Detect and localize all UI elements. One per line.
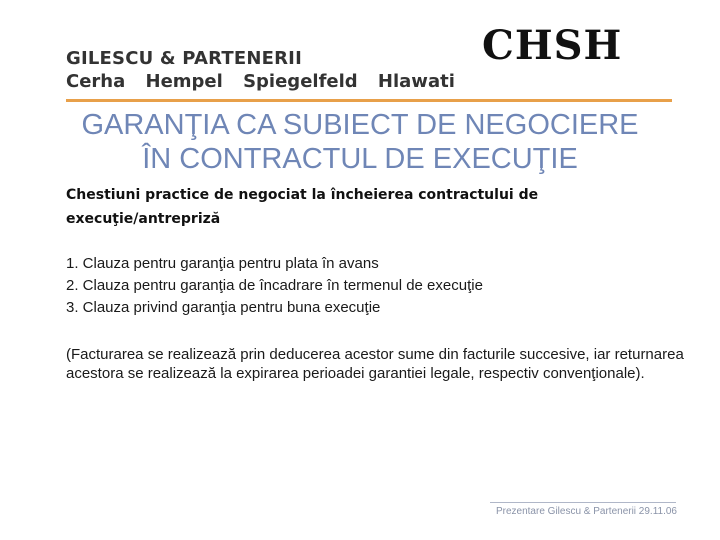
list-item: 1. Clauza pentru garanţia pentru plata în avans bbox=[66, 255, 379, 272]
slide-title-line-1: GARANŢIA CA SUBIECT DE NEGOCIERE bbox=[81, 109, 639, 141]
slide-title bbox=[50, 108, 670, 176]
clause-list bbox=[66, 253, 686, 319]
list-item: 3. Clauza privind garanţia pentru buna execuţie bbox=[66, 299, 381, 316]
list-item: 2. Clauza pentru garanţia de încadrare în termenul de execuţie bbox=[66, 277, 483, 294]
chsh-logo: CHSH bbox=[482, 22, 623, 69]
slide-title-line-2: ÎN CONTRACTUL DE EXECUŢIE bbox=[142, 143, 578, 175]
footer-text: Prezentare Gilescu & Partenerii 29.11.06 bbox=[495, 506, 677, 517]
footer-divider bbox=[490, 502, 676, 503]
partner-names: Cerha Hempel Spiegelfeld Hlawati bbox=[66, 71, 455, 92]
intro-text: Chestiuni practice de negociat la încheierea contractului de execuţie/antrepriză bbox=[66, 187, 539, 227]
header-divider bbox=[66, 99, 672, 102]
firm-name: GILESCU & PARTENERII bbox=[66, 48, 302, 69]
note-text: (Facturarea se realizează prin deducerea acestor sume din facturile succesive, iar returnarea acestora se realizează la expirarea perioadei garantiei legale, respectiv convenţionale). bbox=[66, 346, 684, 382]
